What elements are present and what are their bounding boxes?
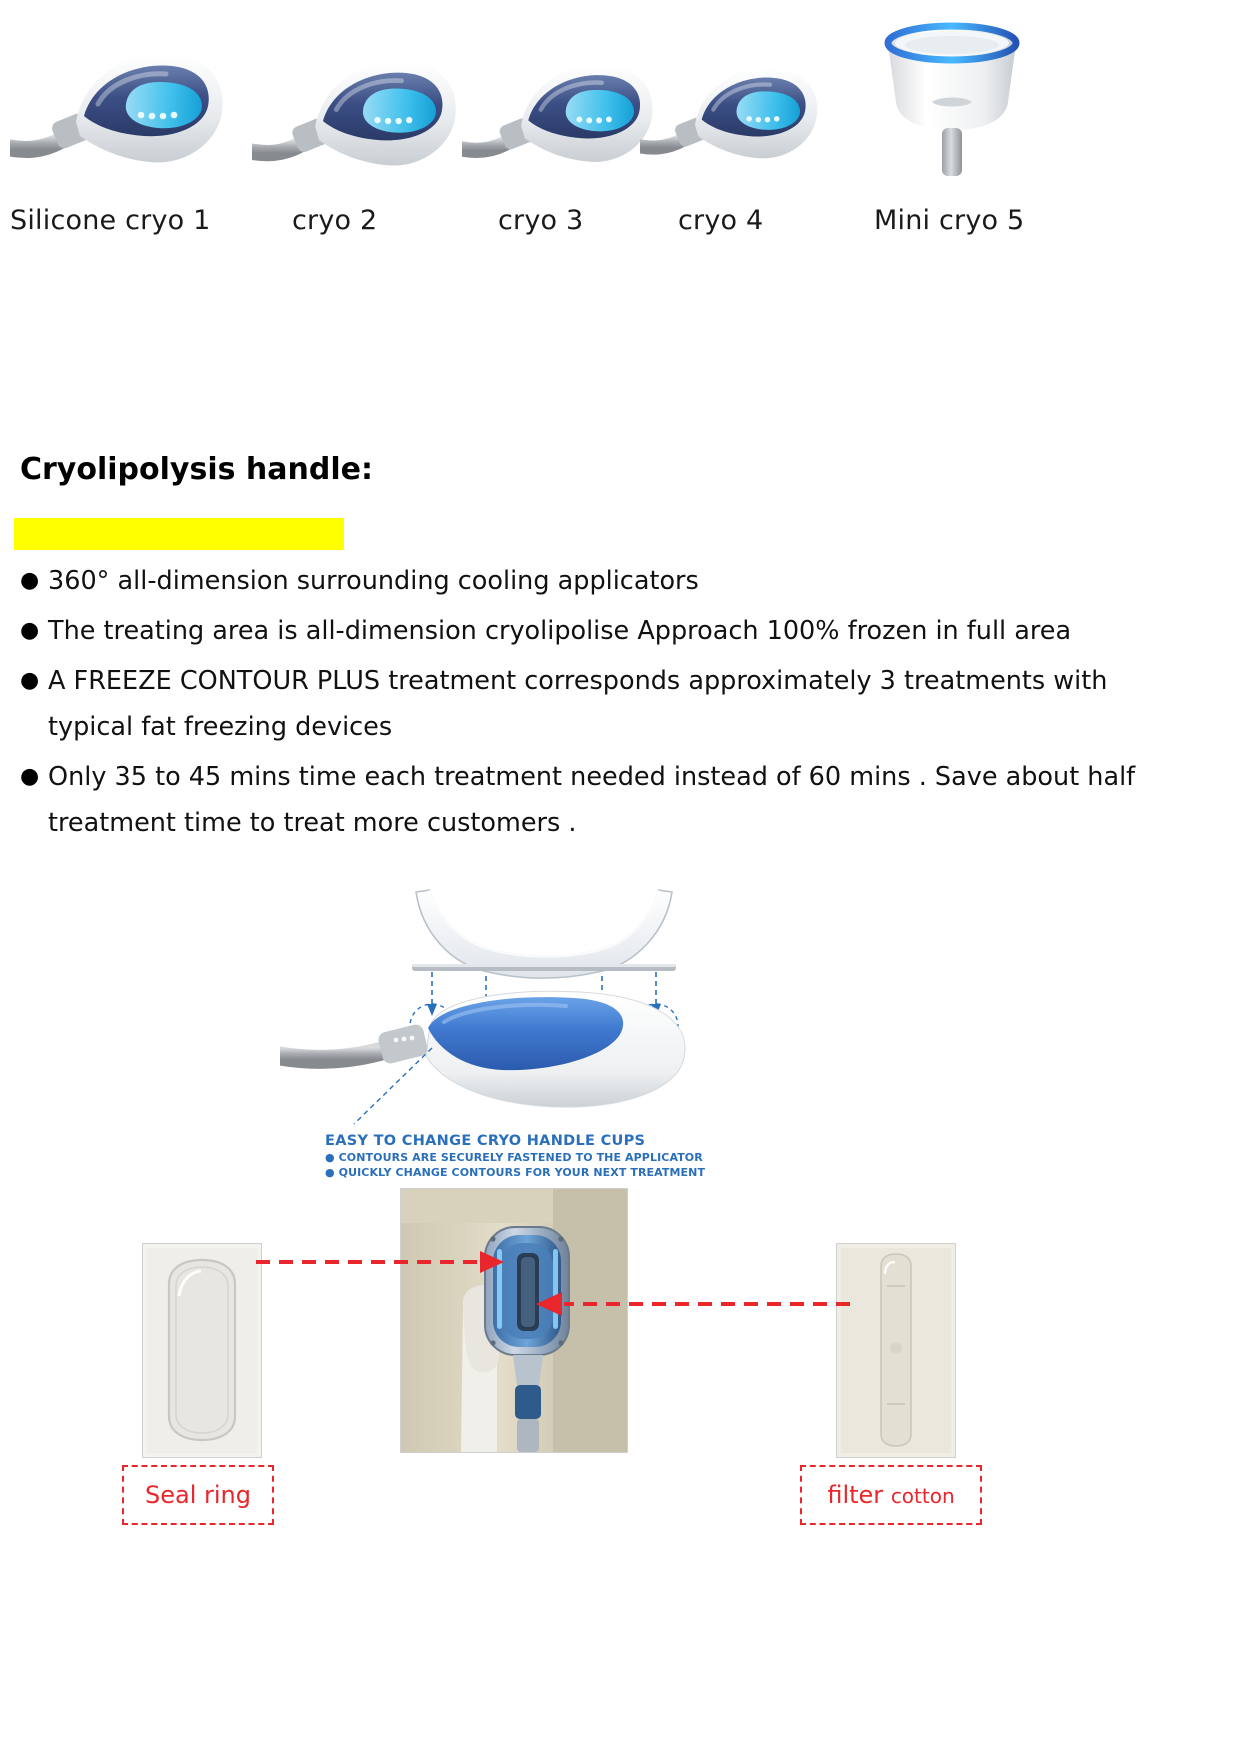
applicator-label-1: Silicone cryo 1 bbox=[10, 205, 211, 236]
applicator-label-5: Mini cryo 5 bbox=[874, 205, 1025, 236]
bullet-dot-icon: ● bbox=[20, 618, 40, 643]
applicator-image-2 bbox=[252, 28, 482, 198]
callout-seal-ring-label: Seal ring bbox=[145, 1481, 251, 1509]
callout-filter-cotton bbox=[800, 1465, 982, 1525]
list-item bbox=[14, 754, 1214, 846]
filter-cotton-photo bbox=[836, 1243, 956, 1458]
seal-ring-photo bbox=[142, 1243, 262, 1458]
callout-filter-cotton-label bbox=[827, 1481, 954, 1509]
bullet-text: Only 35 to 45 mins time each treatment needed instead of 60 mins . Save about half treatment time to treat more customers . bbox=[48, 762, 1136, 838]
bullet-dot-icon: ● bbox=[20, 764, 40, 789]
cup-diagram-caption bbox=[325, 1133, 745, 1179]
callout-seal-ring bbox=[122, 1465, 274, 1525]
bullet-text: 360° all-dimension surrounding cooling applicators bbox=[48, 566, 699, 596]
filter-cotton-image bbox=[837, 1244, 955, 1457]
applicator-label-3: cryo 3 bbox=[498, 205, 584, 236]
list-item bbox=[14, 658, 1214, 750]
bullet-text: The treating area is all-dimension cryolipolise Approach 100% frozen in full area bbox=[48, 616, 1072, 646]
applicator-image-5 bbox=[862, 10, 1092, 180]
applicator-image-1 bbox=[10, 20, 240, 190]
cup-caption-line-1: ● CONTOURS ARE SECURELY FASTENED TO THE APPLICATOR bbox=[325, 1151, 703, 1164]
list-item bbox=[14, 608, 1214, 654]
applicator-image-4 bbox=[640, 38, 870, 208]
section-heading: Cryolipolysis handle: bbox=[20, 452, 373, 487]
cryo-applicator-icon bbox=[640, 38, 840, 183]
applicator-labels bbox=[0, 205, 1242, 249]
list-item bbox=[14, 558, 1214, 604]
callout-cotton-word: cotton bbox=[890, 1484, 955, 1508]
cryo-applicator-icon bbox=[10, 20, 250, 190]
arrow-filter-cotton bbox=[520, 1282, 850, 1332]
arrow-seal-ring bbox=[252, 1240, 512, 1290]
bullet-text: A FREEZE CONTOUR PLUS treatment corresponds approximately 3 treatments with typical fat freezing devices bbox=[48, 666, 1108, 742]
mini-cryo-applicator-icon bbox=[862, 10, 1042, 185]
bullet-dot-icon: ● bbox=[20, 568, 40, 593]
seal-ring-image bbox=[143, 1244, 261, 1457]
cryo-applicator-icon bbox=[252, 28, 482, 193]
applicator-label-4: cryo 4 bbox=[678, 205, 764, 236]
applicator-label-2: cryo 2 bbox=[292, 205, 378, 236]
cup-caption-line-2: ● QUICKLY CHANGE CONTOURS FOR YOUR NEXT TREATMENT bbox=[325, 1166, 706, 1179]
cup-caption-title: EASY TO CHANGE CRYO HANDLE CUPS bbox=[325, 1133, 646, 1149]
applicator-gallery bbox=[0, 0, 1242, 200]
yellow-highlight-bar bbox=[14, 518, 344, 550]
bullet-dot-icon: ● bbox=[20, 668, 40, 693]
callout-filter-word: filter bbox=[827, 1481, 891, 1509]
feature-bullet-list bbox=[14, 558, 1214, 850]
